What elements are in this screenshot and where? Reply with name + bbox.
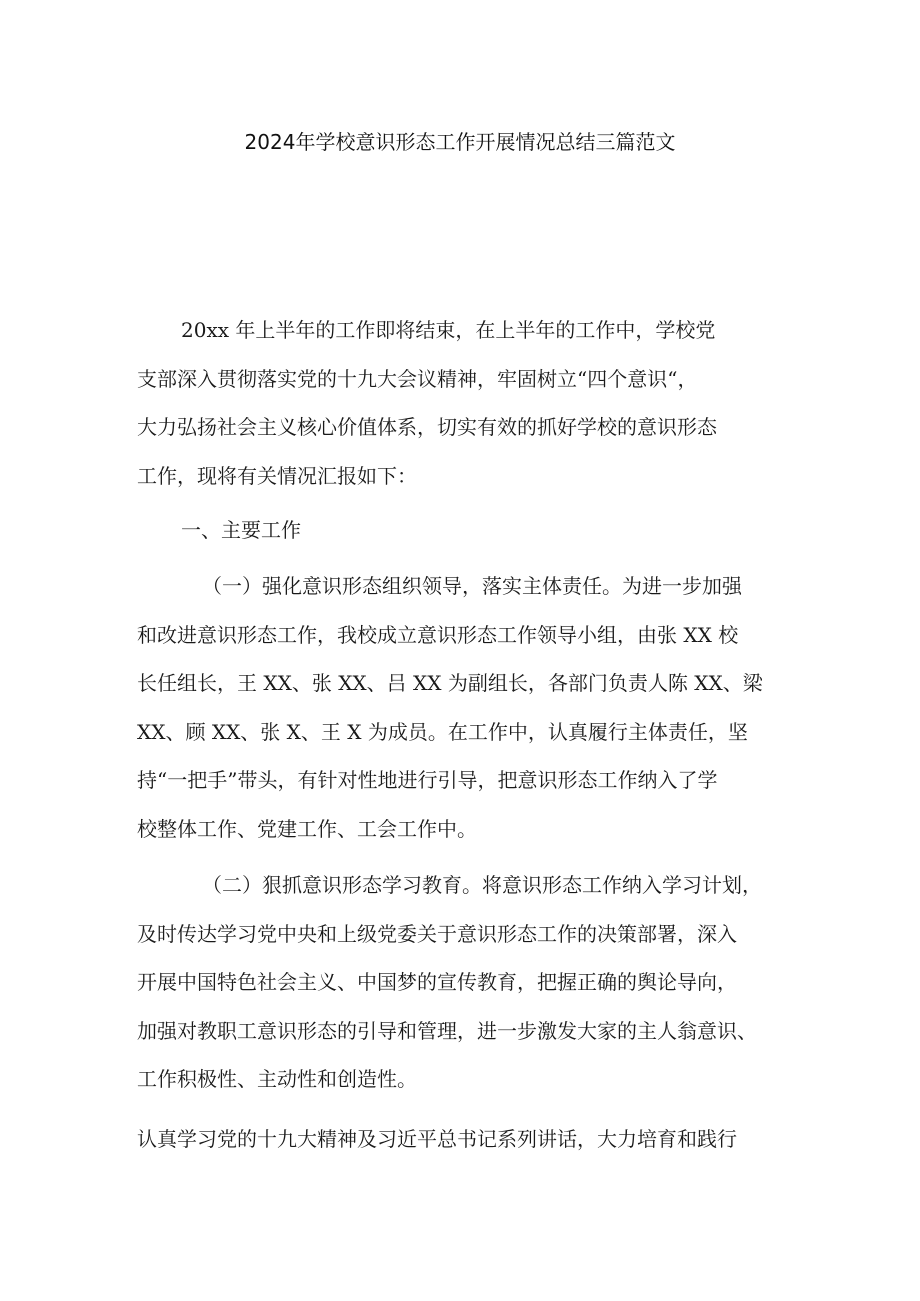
text-line: 20xx 年上半年的工作即将结束，在上半年的工作中，学校党	[181, 318, 716, 342]
item-2-paragraph	[137, 861, 787, 1104]
text-line: 大力弘扬社会主义核心价值体系，切实有效的抓好学校的意识形态	[137, 415, 717, 440]
section-heading-text: 一、主要工作	[181, 518, 301, 542]
intro-paragraph	[137, 306, 787, 500]
text-line: 开展中国特色社会主义、中国梦的宣传教育，把握正确的舆论导向，	[137, 970, 737, 995]
text-line: （二）狠抓意识形态学习教育。将意识形态工作纳入学习计划，	[202, 873, 762, 897]
text-line: 工作积极性、主动性和创造性。	[137, 1067, 417, 1092]
document-title: 2024年学校意识形态工作开展情况总结三篇范文	[244, 130, 676, 154]
text-line: 支部深入贯彻落实党的十九大会议精神，牢固树立“四个意识“，	[137, 366, 698, 391]
text-line: 和改进意识形态工作，我校成立意识形态工作领导小组，由张 XX 校	[137, 622, 739, 647]
text-line: 持“一把手”带头，有针对性地进行引导，把意识形态工作纳入了学	[137, 768, 718, 793]
text-line: （一）强化意识形态组织领导，落实主体责任。为进一步加强	[202, 574, 742, 598]
text-line: 加强对教职工意识形态的引导和管理，进一步激发大家的主人翁意识、	[137, 1018, 757, 1043]
text-line: 校整体工作、党建工作、工会工作中。	[137, 816, 477, 841]
text-line: XX、顾 XX、张 X、王 X 为成员。在工作中，认真履行主体责任，坚	[137, 719, 748, 744]
text-line: 长任组长，王 XX、张 XX、吕 XX 为副组长，各部门负责人陈 XX、梁	[137, 671, 763, 696]
text-line: 及时传达学习党中央和上级党委关于意识形态工作的决策部署，深入	[137, 921, 737, 946]
section-heading	[137, 506, 787, 555]
text-line: 认真学习党的十九大精神及习近平总书记系列讲话，大力培育和践行	[137, 1127, 737, 1151]
text-line: 工作，现将有关情况汇报如下：	[137, 463, 417, 488]
item-3-paragraph	[137, 1115, 787, 1164]
item-1-paragraph	[137, 562, 787, 854]
